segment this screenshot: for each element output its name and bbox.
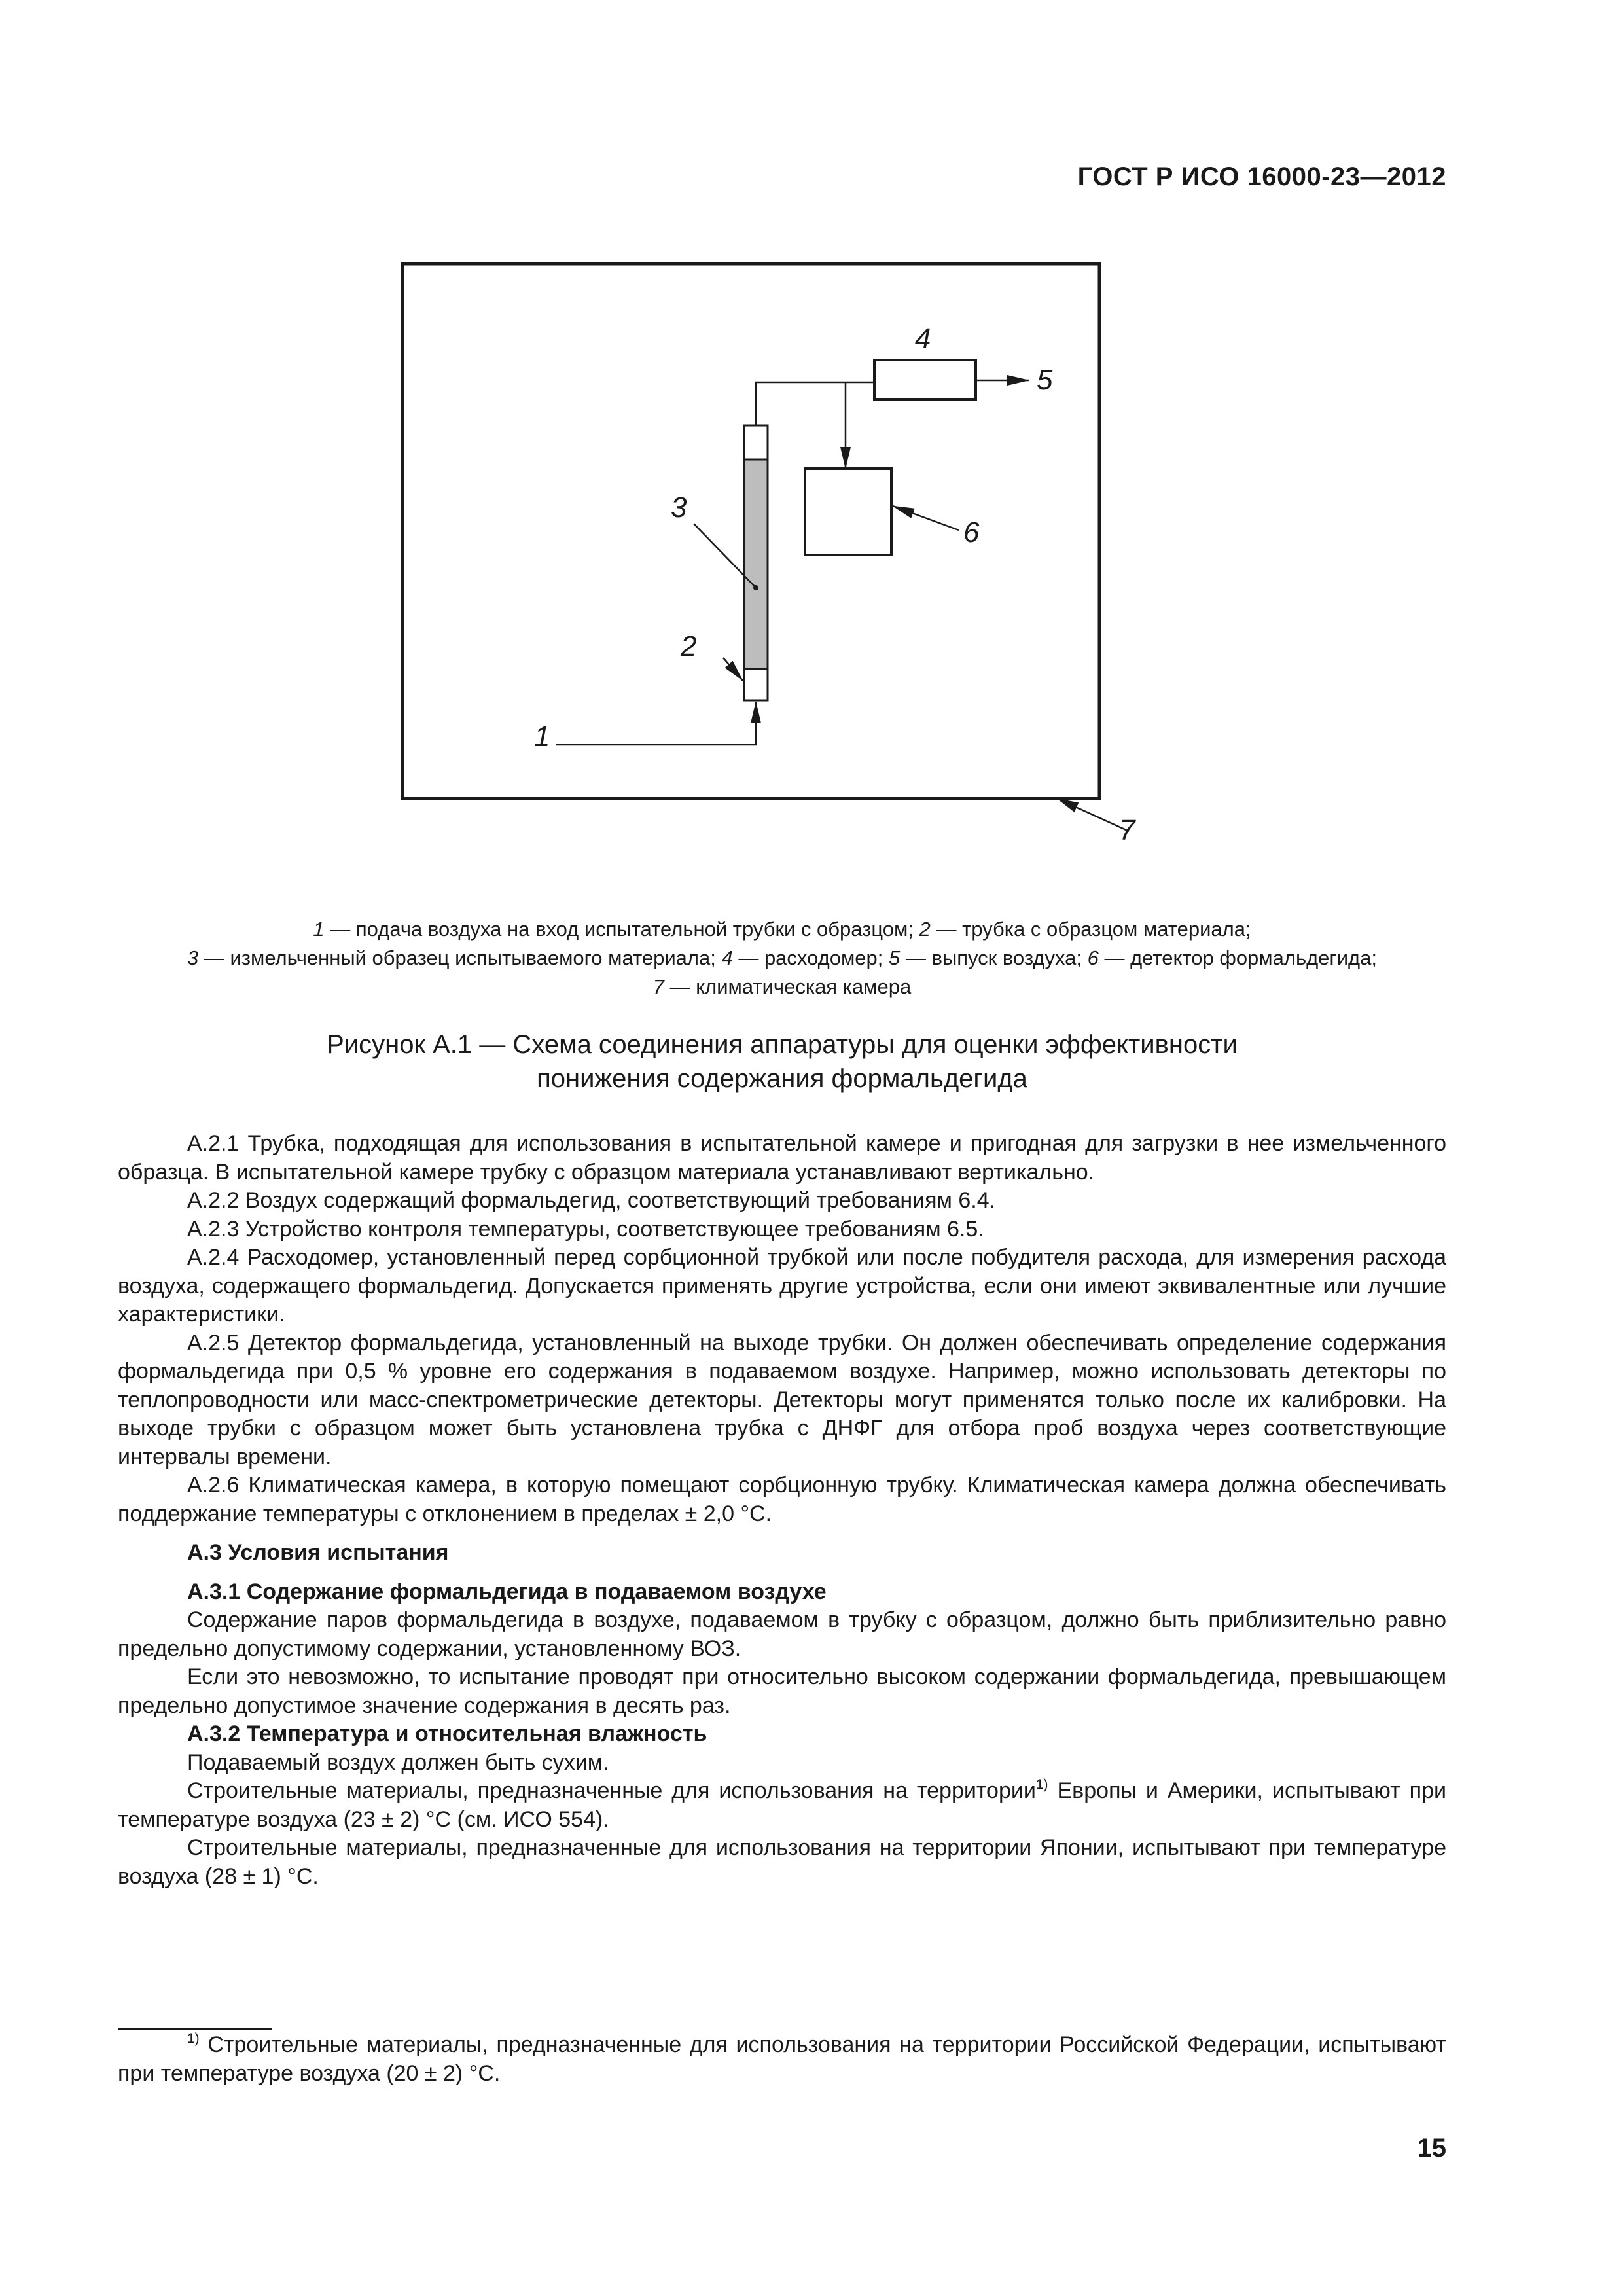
page-number: 15 <box>1417 2134 1446 2162</box>
tube-outlet-line <box>756 382 874 425</box>
legend-line-1: 1 — подача воздуха на вход испытательной трубки с образцом; 2 — трубка с образцом материала; <box>313 918 1251 941</box>
heading-a32: А.3.2 Температура и относительная влажность <box>187 1721 707 1746</box>
air-inlet-line <box>556 702 756 745</box>
legend-line-2: 3 — измельченный образец испытываемого материала; 4 — расходомер; 5 — выпуск воздуха; 6 — детектор формальдегида; <box>187 946 1377 969</box>
para-a22: А.2.2 Воздух содержащий формальдегид, соответствующий требованиям 6.4. <box>187 1188 996 1213</box>
callout-6: 6 <box>963 516 980 548</box>
document-header: ГОСТ Р ИСО 16000-23—2012 <box>1077 162 1446 191</box>
body-text <box>118 1130 1446 1891</box>
callout-5: 5 <box>1037 364 1053 396</box>
caption-line-2: понижения содержания формальдегида <box>537 1064 1027 1093</box>
heading-a3: А.3 Условия испытания <box>187 1540 449 1565</box>
para-a23: А.2.3 Устройство контроля температуры, соответствующее требованиям 6.5. <box>187 1216 984 1242</box>
footnote-ref[interactable]: 1) <box>1035 1776 1048 1792</box>
apparatus-diagram <box>366 249 1217 877</box>
para-a26: А.2.6 Климатическая камера, в которую помещают сорбционную трубку. Климатическая камера должна обеспечивать поддержание температуры с отклонением в пределах ± 2,0 °С. <box>118 1473 1446 1526</box>
callout-1: 1 <box>534 721 550 753</box>
detector-box <box>805 469 891 555</box>
footnote: $^{1)}$ Строительные материалы, предназначенные для использования на территории Российской Федерации, испытывают при температуре воздуха (20 ± 2) °С. <box>118 2030 1446 2086</box>
footnote-divider <box>118 2028 272 2030</box>
para-a32-2: Строительные материалы, предназначенные для использования на территории$^{1)}$ Европы и Америки, испытывают при температуре воздуха (23 ± 2) °С (см. ИСО 554). <box>118 1776 1446 1832</box>
legend-line-3: 7 — климатическая камера <box>652 975 912 998</box>
caption-line-1: Рисунок А.1 — Схема соединения аппаратуры для оценки эффективности <box>327 1030 1238 1059</box>
sample-material-fill <box>744 459 768 669</box>
para-a25: А.2.5 Детектор формальдегида, установленный на выходе трубки. Он должен обеспечивать определение содержания формальдегида при 0,5 % уровне его содержания в подаваемом воздухе. Например, можно использовать детекторы по теплопроводности или масс-спектрометрические детекторы. Детекторы могут применятся только после их калибровки. На выходе трубки с образцом может быть установлена трубка с ДНФГ для отбора проб воздуха через соответствующие интервалы времени. <box>118 1330 1446 1469</box>
footnote-mark: 1) <box>187 2030 200 2046</box>
para-a31-2: Если это невозможно, то испытание проводят при относительно высоком содержании формальдегида, превышающем предельно допустимое значение содержания в десять раз. <box>118 1664 1446 1718</box>
figure-legend <box>118 915 1446 1001</box>
callout-3: 3 <box>671 492 687 524</box>
heading-a31: А.3.1 Содержание формальдегида в подаваемом воздухе <box>187 1579 827 1604</box>
callout-7: 7 <box>1119 814 1135 846</box>
para-a32-1: Подаваемый воздух должен быть сухим. <box>187 1749 609 1775</box>
para-a31-1: Содержание паров формальдегида в воздухе, подаваемом в трубку с образцом, должно быть приблизительно равно предельно допустимому содержании, установленному ВОЗ. <box>118 1607 1446 1661</box>
callout-2: 2 <box>681 630 697 662</box>
para-a24: А.2.4 Расходомер, установленный перед сорбционной трубкой или после побудителя расхода, для измерения расхода воздуха, содержащего формальдегид. Допускается применять другие устройства, если они имеют эквивалентные или лучшие характеристики. <box>118 1245 1446 1327</box>
leader-6 <box>893 506 959 530</box>
para-a32-3: Строительные материалы, предназначенные для использования на территории Японии, испытывают при температуре воздуха (28 ± 1) °С. <box>118 1835 1446 1889</box>
callout-4: 4 <box>915 323 931 355</box>
leader-2 <box>723 658 743 681</box>
flowmeter-box <box>874 360 976 399</box>
para-a21: А.2.1 Трубка, подходящая для использования в испытательной камере и пригодная для загрузки в нее измельченного образца. В испытательной камере трубку с образцом материала устанавливают вертикально. <box>118 1131 1446 1185</box>
leader-7 <box>1057 798 1129 831</box>
figure-caption <box>118 1028 1446 1096</box>
